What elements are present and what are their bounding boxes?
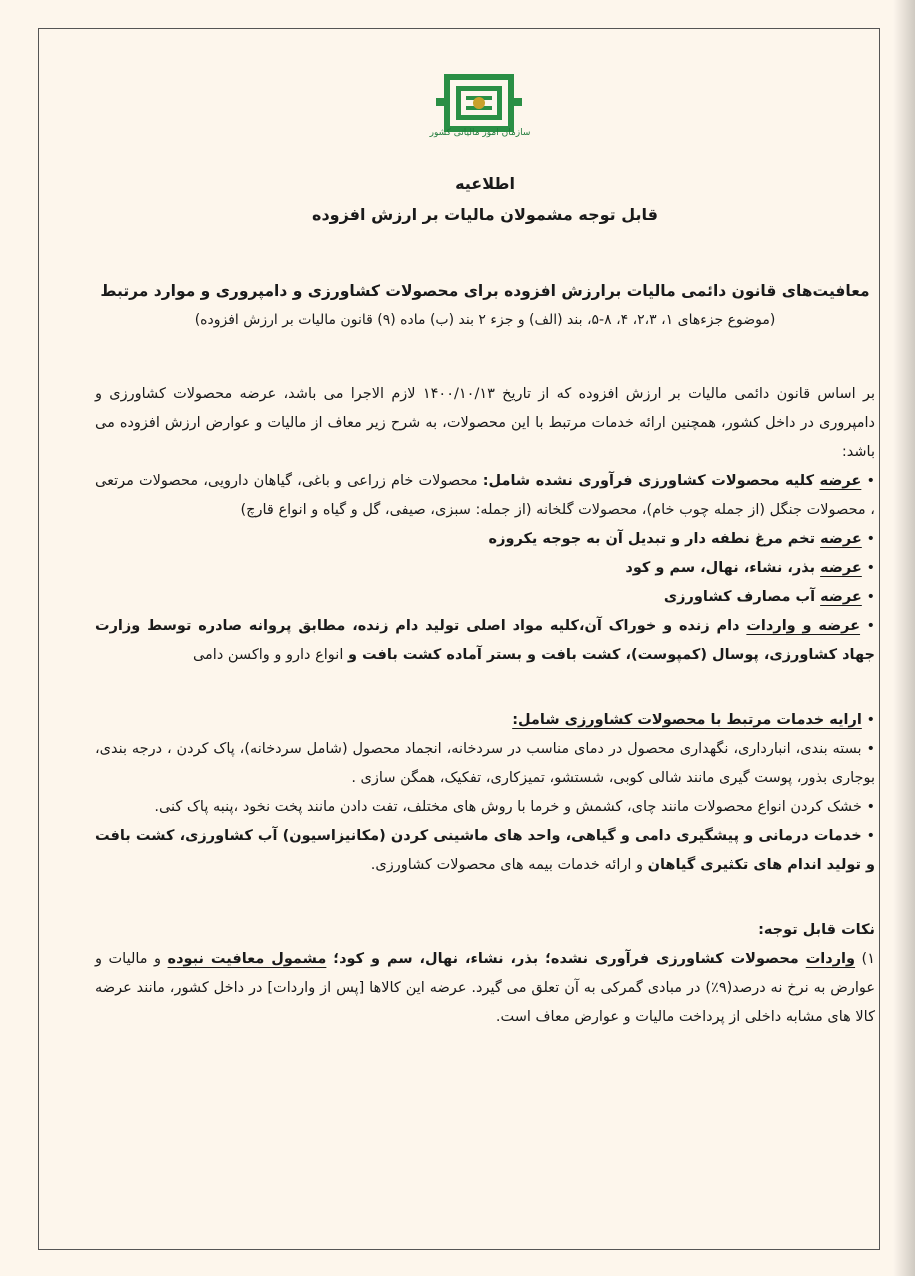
item-text: انواع دارو و واکسن دامی bbox=[192, 647, 348, 663]
topic-reference: (موضوع جزءهای ۱، ۲،۳، ۴، ۸-۵، بند (الف) و جزء ۲ بند (ب) ماده (۹) قانون مالیات بر ارزش افزوده) bbox=[194, 312, 776, 328]
item-keyword: عرضه bbox=[820, 560, 862, 576]
item-bold: کلیه محصولات کشاورزی فرآوری نشده شامل: bbox=[482, 473, 820, 489]
service-item bbox=[95, 735, 875, 793]
bullet: • bbox=[866, 741, 875, 757]
bullet: • bbox=[866, 828, 875, 844]
note-item bbox=[95, 945, 875, 1032]
bullet: • bbox=[866, 618, 875, 634]
note-bold: محصولات کشاورزی فرآوری نشده؛ بذر، نشاء، نهال، سم و کود؛ bbox=[326, 951, 806, 967]
bullet: • bbox=[866, 712, 875, 728]
intro-paragraph: بر اساس قانون دائمی مالیات بر ارزش افزوده که از تاریخ ۱۴۰۰/۱۰/۱۳ لازم الاجرا می باشد، عرضه محصولات کشاورزی و دامپروری در داخل کشور، همچنین ارائه خدمات مرتبط با این محصولات، به شرح زیر معاف از مالیات و عوارض ارزش افزوده می باشد: bbox=[95, 386, 875, 460]
item-bold: بذر، نشاء، نهال، سم و کود bbox=[625, 560, 821, 576]
exemption-item bbox=[95, 554, 875, 583]
item-bold: دام زنده و خوراک آن،کلیه مواد اصلی تولید دام زنده، مطابق پروانه صادره توسط وزارت جهاد کشاورزی، پوسال (کمپوست)، کشت بافت و بستر آماده کشت بافت و bbox=[95, 618, 875, 663]
service-text: و ارائه خدمات بیمه های محصولات کشاورزی. bbox=[370, 857, 648, 873]
exemption-item bbox=[95, 612, 875, 670]
note-keyword: واردات bbox=[805, 951, 856, 967]
page-edge-shadow bbox=[893, 0, 915, 1276]
announcement-subtitle: قابل توجه مشمولان مالیات بر ارزش افزوده bbox=[312, 205, 658, 224]
exemption-item bbox=[95, 525, 875, 554]
service-item bbox=[95, 793, 875, 822]
service-text: بسته بندی، انبارداری، نگهداری محصول در دمای مناسب در سردخانه، انجماد محصول (شامل سردخانه)، پاک کردن ، درجه بندی، بوجاری بذور، پوست گیری مانند شالی کوبی، شستشو، تمیزکاری، تفکیک، همگن سازی . bbox=[95, 741, 875, 786]
item-bold: آب مصارف کشاورزی bbox=[663, 589, 821, 605]
bullet: • bbox=[866, 560, 875, 576]
logo-caption: سازمان امور مالیاتی کشور bbox=[429, 128, 531, 138]
services-heading-text: ارایه خدمات مرتبط با محصولات کشاورزی شامل: bbox=[512, 712, 862, 728]
service-text: خشک کردن انواع محصولات مانند چای، کشمش و خرما با روش های مختلف، تفت دادن مانند پخت نخود ،پنبه پاک کنی. bbox=[154, 799, 862, 815]
bullet: • bbox=[866, 589, 875, 605]
bullet: • bbox=[866, 531, 875, 547]
bullet: • bbox=[866, 473, 875, 489]
note-emphasis: مشمول معافیت نبوده bbox=[167, 951, 327, 967]
item-keyword: عرضه bbox=[820, 589, 862, 605]
exemption-item bbox=[95, 583, 875, 612]
bullet: • bbox=[866, 799, 875, 815]
note-text: و مالیات و عوارض به نرخ نه درصد(۹٪) در مبادی گمرکی به آن تعلق می گیرد. عرضه این کالاها [پس از واردات] در داخل کشور، مانند عرضه کالا های مشابه داخلی از پرداخت مالیات و عوارض معاف است. bbox=[95, 951, 876, 1025]
exemption-item bbox=[95, 467, 875, 525]
item-keyword: عرضه bbox=[820, 531, 862, 547]
topic-heading: معافیت‌های قانون دائمی مالیات برارزش افزوده برای محصولات کشاورزی و دامپروری و موارد مرتبط bbox=[100, 282, 870, 300]
announcement-title: اطلاعیه bbox=[455, 174, 515, 193]
service-item bbox=[95, 822, 875, 880]
item-keyword: عرضه و واردات bbox=[746, 618, 861, 634]
item-text: محصولات خام زراعی و باغی، گیاهان دارویی، محصولات مرتعی ، محصولات جنگل (از جمله چوب خام)، محصولات گلخانه (از جمله: سبزی، صیفی، گل و گیاه و انواع قارچ) bbox=[95, 473, 875, 518]
service-bold: خدمات درمانی و پیشگیری دامی و گیاهی، واحد های ماشینی کردن (مکانیزاسیون) آب کشاورزی، کشت بافت و تولید اندام های تکثیری گیاهان bbox=[95, 828, 875, 873]
note-number: ۱) bbox=[861, 951, 876, 967]
notes-heading: نکات قابل توجه: bbox=[758, 922, 875, 938]
announcement-body bbox=[95, 160, 875, 1032]
services-heading bbox=[95, 706, 875, 735]
item-keyword: عرضه bbox=[819, 473, 862, 489]
item-bold: تخم مرغ نطفه دار و تبدیل آن به جوجه یکروزه bbox=[488, 531, 821, 547]
